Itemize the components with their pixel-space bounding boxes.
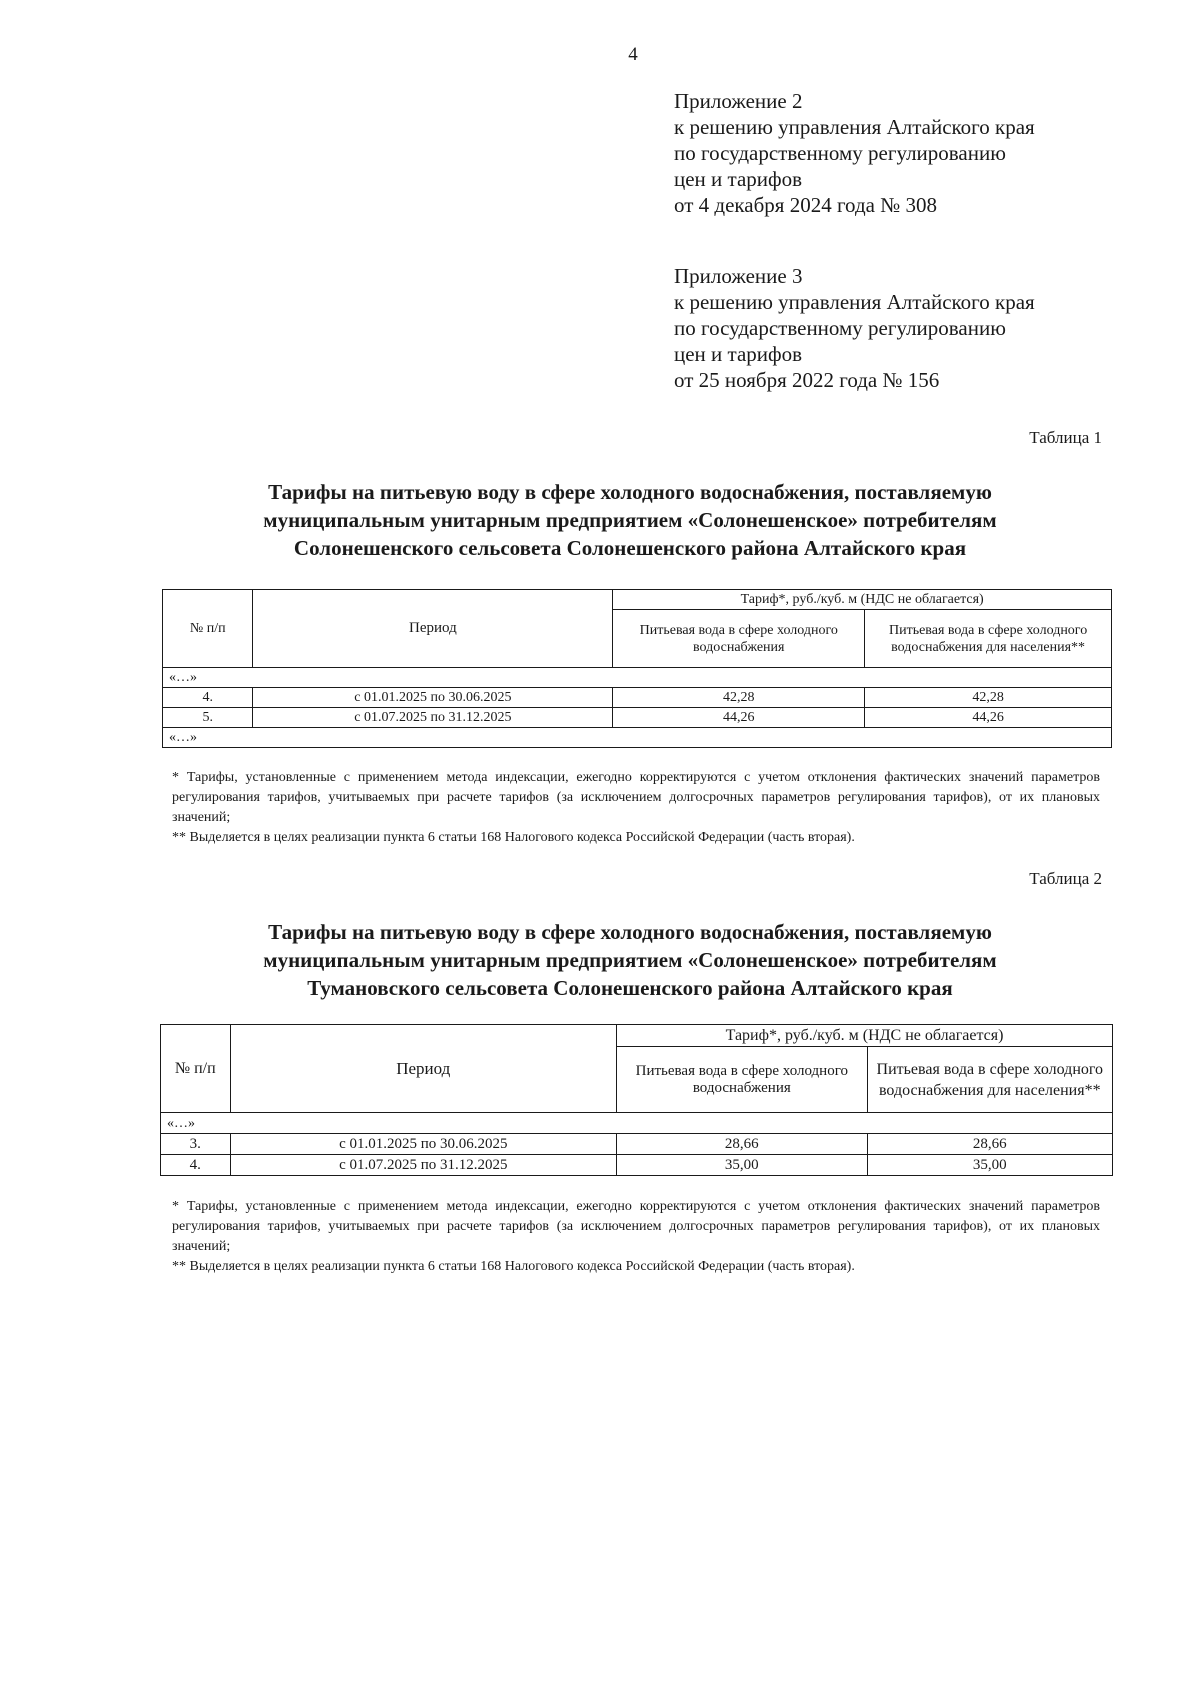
row-tariff-a: 28,66 <box>617 1134 868 1155</box>
row-period: с 01.07.2025 по 31.12.2025 <box>253 708 613 728</box>
title-line: муниципальным унитарным предприятием «Солонешенское» потребителям <box>263 508 997 532</box>
title-line: муниципальным унитарным предприятием «Солонешенское» потребителям <box>263 948 997 972</box>
appendix-line: цен и тарифов <box>674 167 803 191</box>
table-row <box>161 1155 1113 1176</box>
header-tariff: Тариф*, руб./куб. м (НДС не облагается) <box>617 1025 1113 1047</box>
appendix-line: Приложение 3 <box>674 264 803 288</box>
row-num: 3. <box>161 1134 231 1155</box>
title-line: Солонешенского сельсовета Солонешенского района Алтайского края <box>293 536 967 560</box>
header-num: № п/п <box>163 590 253 668</box>
appendix-line: от 25 ноября 2022 года № 156 <box>674 368 940 392</box>
row-num: 4. <box>163 688 253 708</box>
header-num: № п/п <box>161 1025 231 1113</box>
footnote: * Тарифы, установленные с применением метода индексации, ежегодно корректируются с учетом отклонения фактических значений параметров регулирования тарифов, учитываемых при расчете тарифов (за исключением долгосрочных параметров регулирования тарифов), от их плановых значений; <box>172 1199 1100 1254</box>
appendix-line: по государственному регулированию <box>674 316 1006 340</box>
row-num: 5. <box>163 708 253 728</box>
row-period: с 01.01.2025 по 30.06.2025 <box>230 1134 617 1155</box>
omitted-rows-marker: «…» <box>163 668 1112 688</box>
table-2-title <box>160 918 1100 1002</box>
table-1-label: Таблица 1 <box>1029 428 1102 447</box>
title-line: Тарифы на питьевую воду в сфере холодного водоснабжения, поставляемую <box>268 920 992 944</box>
row-num: 4. <box>161 1155 231 1176</box>
footnote: ** Выделяется в целях реализации пункта 6 статьи 168 Налогового кодекса Российской Федерации (часть вторая). <box>172 830 855 845</box>
page-number: 4 <box>628 44 638 65</box>
table-row <box>163 688 1112 708</box>
table-1-title <box>160 478 1100 562</box>
tariff-table-2 <box>160 1024 1113 1176</box>
title-line: Тарифы на питьевую воду в сфере холодного водоснабжения, поставляемую <box>268 480 992 504</box>
row-tariff-b: 35,00 <box>867 1155 1112 1176</box>
header-period: Период <box>253 590 613 668</box>
tariff-table-1 <box>162 589 1112 748</box>
appendix-line: цен и тарифов <box>674 342 803 366</box>
row-period: с 01.01.2025 по 30.06.2025 <box>253 688 613 708</box>
header-drinking-water: Питьевая вода в сфере холодного водоснабжения <box>617 1047 868 1113</box>
header-tariff: Тариф*, руб./куб. м (НДС не облагается) <box>613 590 1112 610</box>
row-tariff-b: 28,66 <box>867 1134 1112 1155</box>
title-line: Тумановского сельсовета Солонешенского района Алтайского края <box>307 976 953 1000</box>
header-drinking-water: Питьевая вода в сфере холодного водоснабжения <box>613 610 865 668</box>
row-period: с 01.07.2025 по 31.12.2025 <box>230 1155 617 1176</box>
footnote: * Тарифы, установленные с применением метода индексации, ежегодно корректируются с учетом отклонения фактических значений параметров регулирования тарифов, учитываемых при расчете тарифов (за исключением долгосрочных параметров регулирования тарифов), от их плановых значений; <box>172 770 1100 825</box>
table-row <box>163 708 1112 728</box>
header-drinking-water-population: Питьевая вода в сфере холодного водоснабжения для населения** <box>865 610 1112 668</box>
omitted-rows-marker: «…» <box>163 728 1112 748</box>
table-2-label: Таблица 2 <box>1029 869 1102 888</box>
appendix-line: Приложение 2 <box>674 89 803 113</box>
appendix-2-heading <box>674 88 1035 218</box>
row-tariff-a: 35,00 <box>617 1155 868 1176</box>
row-tariff-b: 42,28 <box>865 688 1112 708</box>
appendix-line: по государственному регулированию <box>674 141 1006 165</box>
omitted-rows-marker: «…» <box>161 1113 1113 1134</box>
row-tariff-b: 44,26 <box>865 708 1112 728</box>
appendix-line: от 4 декабря 2024 года № 308 <box>674 193 937 217</box>
header-period: Период <box>230 1025 617 1113</box>
row-tariff-a: 42,28 <box>613 688 865 708</box>
appendix-line: к решению управления Алтайского края <box>674 115 1035 139</box>
table-row <box>161 1134 1113 1155</box>
appendix-3-heading <box>674 263 1035 393</box>
header-drinking-water-population: Питьевая вода в сфере холодного водоснабжения для населения** <box>867 1047 1112 1113</box>
appendix-line: к решению управления Алтайского края <box>674 290 1035 314</box>
table-2-footnotes <box>172 1197 1100 1277</box>
table-1-footnotes <box>172 768 1100 848</box>
footnote: ** Выделяется в целях реализации пункта 6 статьи 168 Налогового кодекса Российской Федерации (часть вторая). <box>172 1259 855 1274</box>
row-tariff-a: 44,26 <box>613 708 865 728</box>
